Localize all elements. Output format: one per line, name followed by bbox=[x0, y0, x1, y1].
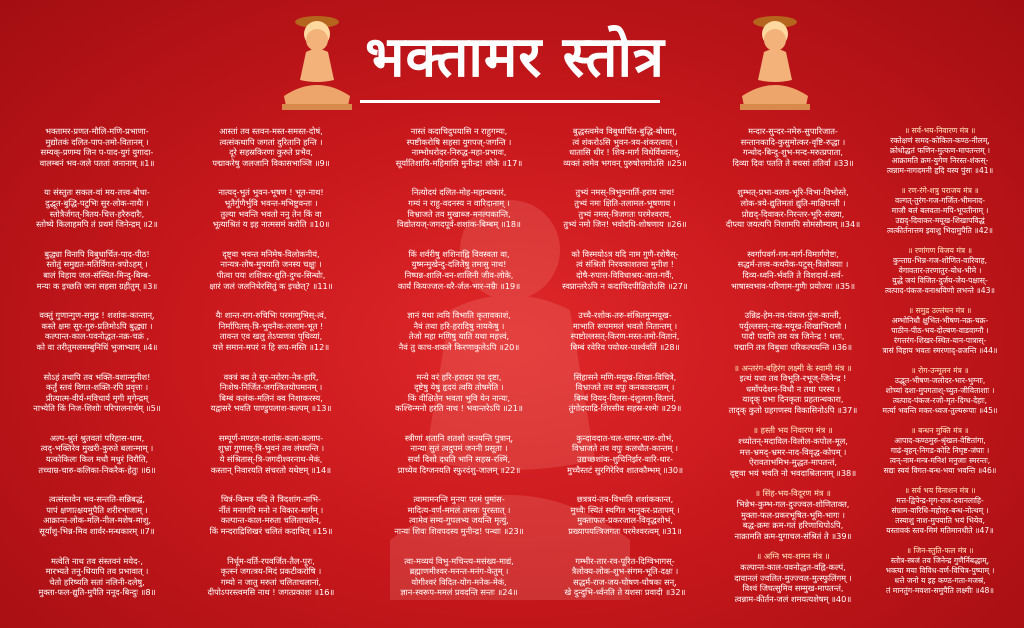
verse-spacer bbox=[860, 356, 1020, 366]
verse-line: मादित्य-वर्ण-ममलं तमसः पुरस्तात् । bbox=[407, 504, 511, 515]
verse-line: नित्योदयं दलित-मोह-महान्धकारं, bbox=[411, 187, 507, 198]
verse-spacer bbox=[542, 230, 708, 249]
verse-line: गम्यं न राहु-वदनस्य न वारिदानाम् । bbox=[408, 197, 510, 208]
verse-line: किं वीक्षितेन भवता भुवि येन नान्यः, bbox=[407, 392, 511, 403]
verse-spacer bbox=[188, 168, 354, 187]
verse-line: गम्यो न जातु मरुतां चलिताचलानां, bbox=[220, 576, 322, 587]
mantra-heading: ॥ अग्नि भय-शमन मंत्र ॥ bbox=[756, 551, 830, 562]
verse-columns bbox=[14, 126, 1020, 622]
verse-line: सिंहासने मणि-मयूख-शिखा-विचित्रे, bbox=[573, 371, 677, 382]
verse-line: सद्यः स्वयं विगत-बन्ध-भया भवन्ति ॥46॥ bbox=[883, 466, 997, 475]
verse-line: मुक्ता-फल-द्युति-मुपैति ननूद-बिन्दुः ॥8॥ bbox=[38, 587, 156, 598]
verse-line: सम्पूर्ण-मण्डल-शशांक-कला-कलाप- bbox=[218, 432, 324, 443]
verse-line: ज्ञानं यथा त्वयि विभाति कृतावकाशं, bbox=[407, 310, 511, 321]
mantra-heading: ॥ बन्धन मुक्ति मंत्र ॥ bbox=[911, 426, 969, 435]
verse-spacer bbox=[860, 236, 1020, 246]
verse-line: नात्यद्-भुतं भुवन-भूषण ! भूत-नाथ! bbox=[218, 187, 324, 198]
mantra-heading: ॥ अन्तरंग-बहिरंग लक्ष्मी के स्वामी मंत्र ॥ bbox=[734, 362, 852, 373]
verse-line: उद्यच्छशांक-शुचिनिर्झर-वारि-धार- bbox=[577, 454, 673, 465]
verse-line: कल्पान्त-काल-पवनोद्धत-नक्र-चक्रं , bbox=[44, 331, 150, 342]
verse-line: गन्धोद-बिन्दु-शुभ-मन्द-मरुत्प्रपाता, bbox=[743, 147, 843, 158]
verse-line: गाढं-बृहन्-निगड-कोटि निघृष्ट-जंघाः । bbox=[890, 446, 990, 455]
verse-spacer bbox=[188, 475, 354, 494]
verse-spacer bbox=[14, 230, 180, 249]
verse-line: आक्रान्त-लोक-मलि-नील-मशेष-माशु, bbox=[43, 515, 151, 526]
verse-line: दृष्ट्वा भवन्त मनिमेष-विलोकनीयं, bbox=[222, 248, 320, 259]
verse-spacer bbox=[860, 296, 1020, 306]
verse-line: सम्यक्-प्रणम्य जिन प-पाद-युगं युगादा- bbox=[40, 147, 154, 158]
verse-line: त्रैलोक्य-लोक-शुभ-संगम-भूति-दक्षः । bbox=[571, 566, 679, 577]
verse-spacer bbox=[376, 291, 542, 310]
verse-line: सन्तानकादि-कुसुमोत्कर-वृष्टि-रुद्धा । bbox=[740, 136, 846, 147]
verse-spacer bbox=[188, 291, 354, 310]
verse-line: त्वत्संकथापि जगतां दुरितानि हन्ति । bbox=[219, 136, 323, 147]
verse-spacer bbox=[860, 536, 1020, 546]
verse-line: खे दुन्दुभि-र्ध्वनति ते यशसः प्रवादी ॥32॥ bbox=[564, 587, 686, 598]
verse-line: गम्भीर-तार-रव-पूरित-दिग्विभागस्- bbox=[575, 555, 675, 566]
verse-line: माजौ बलं बलवता-मपि-भूपतीनाम् । bbox=[891, 206, 989, 215]
verse-spacer bbox=[710, 415, 876, 425]
mantra-heading: ॥ सिंह-भय-विदूरण मंत्र ॥ bbox=[755, 488, 831, 499]
verse-line: सूर्यांशु-भिन्न-मिव शार्वर-मन्धकारम् ॥7॥ bbox=[39, 526, 155, 537]
mantra-heading: ॥ सर्व-भय-निवारण मंत्र ॥ bbox=[904, 126, 976, 135]
verse-column-5 bbox=[710, 126, 876, 622]
verse-spacer bbox=[188, 414, 354, 433]
verse-line: छत्रत्रयं-तव-विभाति शशांककान्त, bbox=[576, 494, 674, 505]
verse-spacer bbox=[710, 353, 876, 363]
verse-line: भिन्नेभ-कुम्भ-गल-दुज्ज्वल-शोणिताक्त, bbox=[736, 499, 850, 510]
verse-line: दावानलं ज्वलित-मुज्ज्वल-मुत्स्फुलिंगम् । bbox=[734, 572, 852, 583]
verse-line: आक्रामति क्रम-युगेण निरस्त-शंकस्- bbox=[891, 156, 989, 165]
verse-line: मर्त्या भवन्ति मकर-ध्वज-तुल्यरूपाः ॥45॥ bbox=[882, 406, 998, 415]
verse-line: पीत्वा पयः शशिकर-द्युति-दुग्ध-सिन्धोः, bbox=[216, 269, 326, 280]
verse-line: को विस्मयोऽत्र यदि नाम गुणै-रशेषैस्- bbox=[571, 248, 679, 259]
verse-line: पाठीन-पीठ-भय-दोल्बण-वाडवाग्नौ । bbox=[891, 326, 989, 335]
verse-line: नाभ्येति किं निज-शिशोः परिपालनार्थम् ॥5॥ bbox=[33, 403, 161, 414]
verse-line: बालं विहाय जल-संस्थित-मिन्दु-बिम्ब- bbox=[43, 269, 151, 280]
verse-line: त्वं शंकरोऽसि भुवन-त्रय-शंकरत्वात् । bbox=[572, 136, 678, 147]
verse-line: भक्तामर-प्रणत-मौलि-मणि-प्रभाणा- bbox=[45, 126, 149, 136]
verse-line: नाम्भोधरोदर-निरुद्ध-महा-प्रभावः, bbox=[411, 147, 507, 158]
verse-line: मन्यः क इच्छति जनः सहसा ग्रहीतुम् ॥3॥ bbox=[36, 280, 158, 291]
verse-line: तस्याशु नाश-मुपयाति भयं भियेव, bbox=[895, 516, 985, 525]
verse-line: दोषै-रुपात्त-विविधाश्रय-जात-गर्वैः, bbox=[576, 269, 674, 280]
verse-line: धर्मोपदेशन-विधौ न तथा परस्य । bbox=[746, 383, 840, 394]
verse-line: स्पष्टीकरोषि सहसा युगपज्-जगन्ति । bbox=[406, 136, 512, 147]
verse-line: त्वद्-भक्तिरेव मुखरी-कुरुते बलान्माम् । bbox=[40, 443, 154, 454]
verse-spacer bbox=[542, 475, 708, 494]
verse-spacer bbox=[188, 598, 354, 617]
verse-line: त्वत्पाद-पंकज-रजो-मृत-दिग्ध-देहाः, bbox=[892, 396, 988, 405]
verse-line: तुभ्यं नमः क्षिति-तलामल-भूषणाय । bbox=[574, 197, 676, 208]
verse-line: यत्ते समान-मपरं न हि रूप-मस्ति ॥12॥ bbox=[212, 341, 330, 352]
verse-line: श्च्योतन्-मदाविल-विलोल-कपोल-मूल, bbox=[738, 436, 848, 447]
verse-line: तं मानतुंग-मवशा-समुपैति लक्ष्मीः ॥48॥ bbox=[886, 586, 994, 595]
verse-line: व्यक्तं त्वमेव भगवन् पुरुषोत्तमोऽसि ॥25॥ bbox=[563, 157, 687, 168]
verse-column-1 bbox=[14, 126, 180, 622]
verse-line: प्रख्यापयत्त्रिजगतः परमेश्वरत्वम् ॥31॥ bbox=[568, 526, 682, 537]
verse-line: नान्या सुतं त्वदुपमं जननी प्रसूता । bbox=[410, 443, 508, 454]
verse-line: स्त्रीणां शतानि शतशो जनयन्ति पुत्रान्, bbox=[404, 432, 514, 443]
verse-line: मन्ये वरं हरि-हरादय एव दृष्टा, bbox=[416, 371, 502, 382]
verse-line: दूरे सहस्रकिरणः कुरुते प्रभैव, bbox=[229, 147, 313, 158]
verse-spacer bbox=[376, 168, 542, 187]
verse-line: रक्तेक्षणं समद-कोकिल-कण्ठ-नीलम्, bbox=[890, 136, 990, 145]
verse-line: कार्यं कियज्जल-धरै-र्जल-भार-नम्रैः ॥19॥ bbox=[397, 280, 521, 291]
verse-line: र्नीतं मनागपि मनो न विकार-मार्गम् । bbox=[218, 504, 324, 515]
verse-column-3 bbox=[376, 126, 542, 622]
title-underline bbox=[360, 100, 660, 103]
verse-line: किं मन्दराद्रिशिखरं चलितं कदाचित् ॥15॥ bbox=[209, 526, 333, 537]
verse-line: त्वत्पाद-पंकज-वनाश्रयिणो लभन्ते ॥43॥ bbox=[885, 286, 995, 295]
tirthankara-idol-icon bbox=[736, 10, 814, 110]
verse-line: पर्युल्लसन्-नख-मयूख-शिखाभिरामौ । bbox=[739, 320, 847, 331]
verse-spacer bbox=[860, 476, 1020, 486]
verse-spacer bbox=[14, 168, 180, 187]
verse-line: शुभ्रा गुणास्-त्रि-भुवनं तव लंघयन्ति । bbox=[217, 443, 325, 454]
verse-line: सोऽहं तथापि तव भक्ति-वशान्मुनीश! bbox=[43, 371, 151, 382]
verse-line: पापं क्षणात्क्षयमुपैति शरीरभाजाम् । bbox=[46, 504, 148, 515]
verse-line: पादौ पदानि तव यत्र जिनेन्द्र ! धत्तः, bbox=[741, 331, 845, 342]
verse-line: त्वामामनन्ति मुनयः परमं पुमांस- bbox=[413, 494, 505, 505]
verse-line: तुल्या भवन्ति भवतो ननु तेन किं वा bbox=[220, 208, 322, 219]
verse-line: यत्कोकिलः किल मधौ मधुरं विरौति, bbox=[45, 454, 149, 465]
verse-line: बिम्बं वियद्-विलस-दंशुलता-वितानं, bbox=[574, 392, 676, 403]
verse-spacer bbox=[14, 598, 180, 617]
header bbox=[0, 0, 1024, 118]
verse-line: प्राच्येव दिग्जनयति स्फुरदंशु-जालम् ॥22॥ bbox=[397, 464, 521, 475]
verse-line: सद्धर्म-तत्त्व-कथनैक-पटुस्-त्रिलोक्याः । bbox=[737, 259, 849, 270]
verse-line: यादृक् प्रभा दिनकृतः प्रहतान्धकारा, bbox=[742, 394, 844, 405]
verse-line: त्रासं विहाय भवतः स्मरणाद्-व्रजन्ति ॥44॥ bbox=[882, 346, 998, 355]
verse-line: संग्राम-वारिधि-महोदर-बन्ध-नोत्थम् । bbox=[891, 506, 989, 515]
verse-spacer bbox=[14, 414, 180, 433]
verse-line: तावन्त एव खलु तेऽप्यणवः पृथिव्यां, bbox=[219, 331, 323, 342]
verse-line: त्वन्-नाम-मन्त्र-मनिशं मनुजाः स्मरन्तः, bbox=[889, 456, 991, 465]
verse-line: तुभ्यं नमस्-त्रिभुवनार्ति-हराय नाथ! bbox=[575, 187, 675, 198]
verse-line: अम्भोनिधौ क्षुभित-भीषण-नक्र-चक्र- bbox=[891, 316, 989, 325]
verse-line: मुद्योतकं दलित-पाप-तमो-वितानम् । bbox=[45, 136, 149, 147]
verse-line: विभ्राजते तव वपुः कनकावदातम् । bbox=[575, 382, 675, 393]
verse-line: ब्रह्माणमीश्वर-मनन्त-मनंग-केतुम् । bbox=[409, 566, 509, 577]
verse-line: उन्निद्र-हेम-नव-पंकज-पुंज-कान्ती, bbox=[744, 310, 842, 321]
verse-line: मत्त-भ्रमद्-भ्रमर-नाद-विवृद्ध-कोपम् । bbox=[739, 446, 847, 457]
verse-spacer bbox=[710, 478, 876, 488]
verse-line: इत्थं यथा तव विभूति-रभूज्-जिनेन्द्र ! bbox=[739, 373, 847, 384]
verse-spacer bbox=[542, 353, 708, 372]
verse-line: धातासि धीर ! शिव-मार्ग विधेर्विधानाद्, bbox=[569, 147, 681, 158]
verse-line: को वा तरीतुमलमम्बुनिधिं भुजाभ्याम् ॥4॥ bbox=[36, 341, 158, 352]
verse-line: स्वर्गापवर्ग-गम-मार्ग-विमार्गणेष्टः, bbox=[747, 248, 839, 259]
verse-spacer bbox=[14, 291, 180, 310]
verse-line: कुन्दावदात-चल-चामर-चारु-शोभं, bbox=[576, 432, 674, 443]
verse-spacer bbox=[14, 537, 180, 556]
verse-line: उद्भूत-भीषण-जलोदर-भार-भुग्नाः, bbox=[894, 376, 986, 385]
mantra-heading: ॥ हस्ती भय निवारण मंत्र ॥ bbox=[753, 425, 833, 436]
verse-line: निष्पन्न-शालि-वन-शालिनी जीव-लोके, bbox=[404, 269, 514, 280]
verse-line: स्तोत्रैर्जगत्-त्रितय-चित्त-हरैरुदारैः, bbox=[49, 208, 145, 219]
verse-spacer bbox=[188, 353, 354, 372]
verse-line: शोच्यां दशा-मुपगताश्-च्युत-जीविताशाः । bbox=[885, 386, 995, 395]
verse-line: दीप्त्या जयत्यपि निशामपि सोमसौम्याम् ॥34॥ bbox=[725, 219, 861, 230]
verse-spacer bbox=[376, 598, 542, 617]
verse-line: मुच्चैस्तटं सुरगिरेरिव शातकौम्भम् ॥30॥ bbox=[566, 464, 684, 475]
verse-line: किं शर्वरीषु शशिनाह्नि विवस्वता वा, bbox=[408, 248, 510, 259]
verse-spacer bbox=[710, 230, 876, 249]
verse-line: दिव्या दिवः पतति ते वचसां ततिर्वा ॥33॥ bbox=[732, 157, 854, 168]
verse-line: शुम्भत्-प्रभा-वलय-भूरि-विभा-विभोस्ते, bbox=[737, 187, 849, 198]
verse-line: मुक्ता-फल-प्रकरभूषित-भूमि-भागः । bbox=[741, 509, 845, 520]
verse-line: उद्यद्-दिवाकर-मयूख-शिखापविद्धं bbox=[895, 216, 985, 225]
verse-line: विभ्राजते तव वपुः कलधौत-कान्तम् । bbox=[572, 443, 678, 454]
verse-line: मत्त-द्विपेन्द्र-मृग-राज-दवानलाहि- bbox=[896, 496, 984, 505]
verse-line: कस्तान् निवारयति संचरतो यथेष्टम् ॥14॥ bbox=[210, 464, 332, 475]
verse-line: यद्वासरे भवति पाण्डुपलाश-कल्पम् ॥13॥ bbox=[210, 403, 332, 414]
verse-spacer bbox=[710, 168, 876, 187]
verse-line: तुभ्यं नमो जिन! भवोदधि-शोषणाय ॥26॥ bbox=[563, 219, 687, 230]
verse-spacer bbox=[542, 291, 708, 310]
verse-line: दीपोऽपरस्त्वमसि नाथ ! जगत्प्रकाशः ॥16॥ bbox=[207, 587, 335, 598]
mantra-heading: ॥ जिन-स्तुति-फल मंत्र ॥ bbox=[906, 546, 974, 555]
verse-line: यस्तावकं स्तव-मिमं मतिमानधीते ॥47॥ bbox=[886, 526, 994, 535]
verse-line: वालम्बनं भव-जले पततां जनानाम् ॥1॥ bbox=[39, 157, 155, 168]
mantra-heading: ॥ समुद्र उल्लंघन मंत्र ॥ bbox=[908, 306, 972, 315]
verse-line: युद्धे जयं विजित-दुर्जय-जेय-पक्षास्- bbox=[892, 276, 988, 285]
verse-spacer bbox=[376, 475, 542, 494]
verse-line: योगीश्वरं विदित-योग-मनेक-मेकं, bbox=[411, 576, 507, 587]
verse-line: नास्तं कदाचिदुपयासि न राहुगम्यः, bbox=[410, 126, 508, 136]
verse-line: मत्वेति नाथ तव संस्तवनं मयेद-, bbox=[51, 555, 143, 566]
verse-line: निःशेष-निर्जित-जगत्त्रितयोपमानम् । bbox=[219, 382, 323, 393]
verse-line: सूर्यातिशायि-महिमासि मुनीन्द्र! लोके ॥17॥ bbox=[395, 157, 523, 168]
page-title: भक्तामर स्तोत्र bbox=[365, 25, 665, 90]
verse-line: वक्तुं गुणान्गुण-समुद्र ! शशांक-कान्तान्, bbox=[39, 310, 155, 321]
verse-line: कस्ते क्षमः सुर-गुरु-प्रतिमोऽपि बुद्ध्या । bbox=[41, 320, 153, 331]
verse-line: रंगत्तरंग-शिखर-स्थित-यान-पात्रास्- bbox=[893, 336, 987, 345]
verse-line: मुक्ताफल-प्रकरजाल-विवृद्धशोभं, bbox=[577, 515, 673, 526]
verse-line: निर्धूम-वर्ति-रपवर्जित-तैल-पूरः, bbox=[227, 555, 315, 566]
verse-line: चेतो हरिष्यति सतां नलिनी-दलेषु, bbox=[49, 576, 145, 587]
verse-line: तुभ्यं नमस्-त्रिजगतः परमेश्वराय, bbox=[578, 208, 672, 219]
verse-line: कर्तुं स्तवं विगत-शक्ति-रपि प्रवृत्तः । bbox=[45, 382, 149, 393]
verse-line: बुद्धस्त्वमेव विबुधार्चित-बुद्धि-बोधात्, bbox=[572, 126, 678, 136]
verse-line: भूतैर्गुणैर्भुवि भवन्त-मभिष्टुवन्तः । bbox=[224, 197, 318, 208]
verse-line: क्रोधोद्धतं फणिन-मुत्फण-मापतन्तम् । bbox=[890, 146, 990, 155]
verse-line: नैवं तु काच-शकले किरणाकुलेऽपि ॥20॥ bbox=[398, 341, 520, 352]
mantra-heading: ॥ सर्व भय विनाशन मंत्र ॥ bbox=[904, 486, 976, 495]
verse-line: त्वामेव सम्य-गुपलभ्य जयन्ति मृत्युं, bbox=[409, 515, 509, 526]
verse-line: क्षारं जलं जलनिधेरसितुं क इच्छेत्? ॥11॥ bbox=[209, 280, 333, 291]
verse-line: बुद्ध्या विनापि विबुधार्चित-पाद-पीठ! bbox=[44, 248, 150, 259]
verse-line: उच्चै-रशोक-तरु-संश्रितमुन्मयूख- bbox=[578, 310, 672, 321]
verse-spacer bbox=[188, 230, 354, 249]
verse-line: त्वं संश्रितो निरवकाशतया मुनीश ! bbox=[576, 259, 674, 270]
verse-line: विद्योतयज्-जगदपूर्व-शशांक-बिम्बम् ॥18॥ bbox=[397, 219, 521, 230]
verse-line: स्तोष्ये किलाहमपि तं प्रथमं जिनेन्द्रम् ॥2॥ bbox=[36, 219, 158, 230]
verse-line: स्वप्नान्तरेऽपि न कदाचिदपीक्षितोऽसि ॥27॥ bbox=[562, 280, 688, 291]
verse-line: अल्प-श्रुतं श्रुतवतां परिहास-धाम, bbox=[49, 432, 145, 443]
verse-line: नान्यः शिवः शिवपदस्य मुनीन्द्र! पन्थाः ॥23॥ bbox=[394, 526, 524, 537]
verse-line: त्वन्नाम-नागदमनी हृदि यस्य पुंसः ॥41॥ bbox=[886, 166, 994, 175]
verse-spacer bbox=[376, 230, 542, 249]
verse-spacer bbox=[542, 598, 708, 617]
verse-line: चित्रं-किमत्र यदि ते त्रिदशांग-नाभि- bbox=[220, 494, 322, 505]
verse-line: मुच्चैः स्थितं स्थगित भानुकर-प्रतापम् । bbox=[570, 504, 680, 515]
verse-line: विश्वं जिघत्सुमिव सम्मुख-मापतन्तं, bbox=[742, 583, 844, 594]
verse-line: सद्धर्म-राज-जय-घोषण-घोषकः सन्, bbox=[573, 576, 677, 587]
verse-spacer bbox=[542, 537, 708, 556]
verse-line: माभाति रूपममलं भवतो नितान्तम् । bbox=[572, 320, 678, 331]
verse-column-2 bbox=[188, 126, 354, 622]
verse-line: सर्वा दिशो दधति भानि सहस्र-रश्मिं, bbox=[407, 454, 511, 465]
verse-line: विभ्राजते तव मुखाब्ज-मनल्पकान्ति, bbox=[407, 208, 511, 219]
verse-line: वल्गत्-तुरंग-गज-गर्जित-भीमनाद- bbox=[894, 196, 986, 205]
verse-line: भूत्याश्रितं य इह नात्मसमं करोति ॥10॥ bbox=[212, 219, 330, 230]
verse-line: कुन्ताग्र-भिन्न-गज-शोणित-वारिवाह, bbox=[892, 256, 988, 265]
verse-spacer bbox=[542, 168, 708, 187]
mantra-heading: ॥ रण-रंगे-शत्रु पराजय मंत्र ॥ bbox=[901, 186, 979, 195]
verse-line: वेगावतार-तरणातुर-योध-भीमे । bbox=[898, 266, 982, 275]
verse-spacer bbox=[860, 416, 1020, 426]
verse-line: त्वा-मव्ययं विभु-मचिन्त्य-मसंख्य-माद्यं, bbox=[404, 555, 514, 566]
verse-line: नाक्रामति क्रम-युगाचल-संश्रितं ते ॥39॥ bbox=[734, 530, 852, 541]
verse-line: तुंगोदयाद्रि-शिरसीव सहस्र-रश्मेः ॥29॥ bbox=[568, 403, 682, 414]
verse-line: दृष्ट्वा भयं भवति नो भवदाश्रितानाम् ॥38॥ bbox=[729, 467, 857, 478]
verse-line: यैः शान्त-राग-रुचिभिः परमाणुभिस्-त्वं, bbox=[215, 310, 327, 321]
verse-spacer bbox=[188, 537, 354, 556]
verse-spacer bbox=[710, 541, 876, 551]
verse-line: धत्ते जनो य इह कण्ठ-गता-मजस्रं, bbox=[894, 576, 986, 585]
verse-spacer bbox=[376, 353, 542, 372]
verse-line: ऐरावताभमिभ-मुद्धत-मापतन्तं, bbox=[748, 457, 837, 468]
verse-line: स्तोत्र-स्त्रजं तव जिनेन्द्र गुणैर्निबद्धाम्, bbox=[890, 556, 990, 565]
verse-line: ज्ञान-स्वरूप-ममलं प्रवदन्ति सन्तः ॥24॥ bbox=[400, 587, 518, 598]
verse-line: तच्चाम्र-चारु-कलिका-निकरैक-हेतुः ॥6॥ bbox=[38, 464, 156, 475]
verse-line: नान्यत्र-तोष-मुपयाति जनस्य चक्षुः । bbox=[220, 259, 322, 270]
verse-line: वक्त्रं क्व ते सुर-नरोरग-नेत्र-हारि, bbox=[223, 371, 319, 382]
verse-line: निर्मापितस्-त्रि-भुवनैक-ललाम-भूत ! bbox=[218, 320, 324, 331]
verse-line: तेजो महा मणिषु याति यथा महत्त्वं, bbox=[408, 331, 510, 342]
verse-line: आपाद-कण्ठमुरु-श्रृंखल-वेष्टितांगा, bbox=[894, 436, 986, 445]
verse-line: युष्मन्मुखेन्दु-दलितेषु तमःसु नाथ! bbox=[411, 259, 507, 270]
verse-line: तादृक् कुतो ग्रहगणस्य विकासिनोऽपि ॥37॥ bbox=[728, 404, 858, 415]
verse-line: कल्पान्त-काल-पवनोद्धत-वह्नि-कल्पं, bbox=[740, 562, 846, 572]
verse-spacer bbox=[860, 176, 1020, 186]
verse-line: प्रीत्यात्म-वीर्य-मविचार्य मृगी मृगेन्द्रम् bbox=[45, 392, 149, 403]
verse-line: ये संश्रितास्-त्रि-जगदीश्वरनाथ-मेकं, bbox=[219, 454, 323, 465]
verse-line: भाषास्वभाव-परिणाम-गुणैः प्रयोज्यः ॥35॥ bbox=[730, 280, 856, 291]
verse-line: दृष्टेषु येषु हृदयं त्वयि तोषमेति । bbox=[414, 382, 504, 393]
verse-column-6 bbox=[860, 126, 1020, 622]
verse-line: कृत्स्नं जगत्त्रय-मिदं प्रकटीकरोषि । bbox=[220, 566, 322, 577]
mantra-heading: ॥ रणांगण विजय मंत्र ॥ bbox=[907, 246, 973, 255]
verse-line: लोक-त्रये-द्युतिमतां द्युति-माक्षिपन्ती । bbox=[740, 197, 846, 208]
verse-spacer bbox=[710, 291, 876, 310]
verse-spacer bbox=[860, 596, 1020, 606]
verse-line: दुद्भूत-बुद्धि-पटुभिः सुर-लोक-नाथैः । bbox=[45, 197, 149, 208]
verse-line: यः संस्तुतः सकल-वां मय-तत्त्व-बोधा- bbox=[44, 187, 150, 198]
verse-spacer bbox=[14, 475, 180, 494]
verse-line: प्रोद्यद्-दिवाकर-निरन्तर-भूरि-संख्या, bbox=[741, 208, 845, 219]
verse-line: कल्पान्त-काल-मरुता चलिताचलेन, bbox=[220, 515, 322, 526]
verse-line: पद्मानि तत्र विबुधाः परिकल्पयन्ति ॥36॥ bbox=[733, 341, 853, 352]
verse-line: आस्तां तव स्तवन-मस्त-समस्त-दोषं, bbox=[219, 126, 323, 136]
verse-line: मन्दार-सुन्दर-नमेरु-सुपारिजात- bbox=[748, 126, 838, 136]
verse-spacer bbox=[14, 353, 180, 372]
verse-line: कश्चिन्मनो हरति नाथ ! भवान्तरेऽपि ॥21॥ bbox=[395, 403, 523, 414]
mantra-heading: ॥ रोग-उन्मूलन मंत्र ॥ bbox=[911, 366, 969, 375]
verse-spacer bbox=[542, 414, 708, 433]
verse-line: भक्त्या मया विविध-वर्ण-विचित्र-पुष्पाम् । bbox=[885, 566, 995, 575]
verse-column-4 bbox=[542, 126, 708, 622]
verse-line: दिव्य-ध्वनि-र्भवति ते विशदार्थ-सर्व- bbox=[742, 269, 844, 280]
verse-line: त्वत्कीर्तनात्तम इवाशु भिदामुपैति ॥42॥ bbox=[887, 226, 993, 235]
verse-spacer bbox=[376, 537, 542, 556]
verse-spacer bbox=[710, 604, 876, 614]
verse-line: त्वत्संस्तवेन भव-सन्तति-सन्निबद्धं, bbox=[48, 494, 146, 505]
verse-line: नैवं तथा हरि-हरादिषु नायकेषु । bbox=[413, 320, 505, 331]
verse-line: बद्ध-क्रमः क्रम-गतं हरिणाधिपोऽपि, bbox=[742, 520, 844, 531]
verse-line: त्वन्नाम-कीर्तन-जलं शमयत्यशेषम् ॥40॥ bbox=[734, 593, 852, 604]
verse-line: बिम्बं रवेरिव पयोधर-पार्श्ववर्ति ॥28॥ bbox=[570, 341, 680, 352]
verse-line: मारभ्यते तनु-धियापि तव प्रभावात् । bbox=[45, 566, 149, 577]
verse-spacer bbox=[376, 414, 542, 433]
verse-line: पद्माकरेषु जलजानि विकासभाञ्जि ॥9॥ bbox=[212, 157, 330, 168]
verse-line: स्पष्टोल्लसत्-किरण-मस्त-तमो-वितानं, bbox=[570, 331, 680, 342]
verse-line: स्तोतुं समुद्यत-मतिर्विगत-त्रपोऽहम् । bbox=[46, 259, 148, 270]
verse-line: बिम्बं कलंक-मलिनं क्व निशाकरस्य, bbox=[219, 392, 323, 403]
